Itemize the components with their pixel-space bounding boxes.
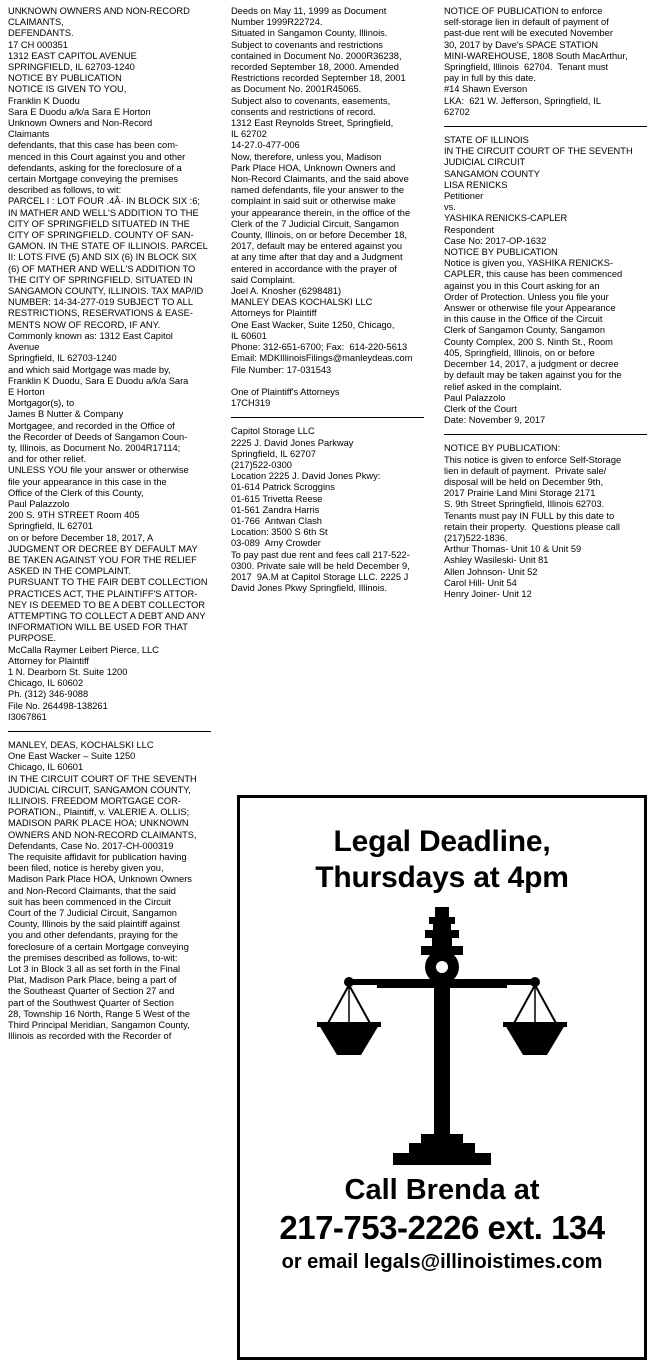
notice-text: STATE OF ILLINOIS IN THE CIRCUIT COURT OF THE SEVENTH JUDICIAL CIRCUIT SANGAMON COUNTY LISA RENICKS Petitioner vs. YASHIKA RENICKS-CAPLER Respondent Case No: 2017-OP-1632 NOTICE BY PUBLICATION Notice is given you, YASHIKA RENICKS- CAPLER, this cause has been commenced against you in this Court asking for an Order of Protection. Unless you file your Answer or otherwise file your Appearance in this cause in the Office of the Circuit Clerk of Sangamon County, Sangamon County Complex, 200 S. Ninth St., Room 405, Springfield, Illinois, on or before December 14, 2017, a judgment or decree by default may be taken against you for the relief asked in the complaint. Paul Palazzolo Clerk of the Court Date: November 9, 2017 — [443, 135, 633, 426]
column-2-content — [231, 6, 424, 594]
ad-phone-number: 217-753-2226 ext. 134 — [279, 1209, 605, 1246]
ad-call-label: Call Brenda at — [344, 1174, 540, 1206]
legal-deadline-advertisement — [237, 795, 647, 1360]
notice-text: Capitol Storage LLC 2225 J. David Jones Parkway Springfield, IL 62707 (217)522-0300 Location 2225 J. David Jones Pkwy: 01-614 Patrick Scroggins 01-615 Trivetta Reese 01-561 Zandra Harris 01-766 Antwan Clash Location: 3500 S 6th St 03-089 Amy Crowder To pay past due rent and fees call 217-522- 0300. Private sale will be held December 9, 2017 9A.M at Capitol Storage LLC. 2225 J David Jones Pkwy Springfield, Illinois. — [230, 426, 410, 594]
notice-foreclosure-duodu — [8, 6, 211, 723]
ad-email-line: or email legals@illinoistimes.com — [281, 1251, 603, 1273]
section-divider — [231, 417, 424, 418]
ad-headline-line-2: Thursdays at 4pm — [315, 861, 569, 894]
section-divider — [444, 126, 647, 127]
notice-manley-deas-ollis — [8, 740, 211, 1042]
column-3-content — [444, 6, 647, 600]
notice-text: Deeds on May 11, 1999 as Document Number 1999R22724. Situated in Sangamon County, Illinois. Subject to covenants and restrictions contained in Document No. 2000R36238, recorded September 18, 2000. Amended Restrictions recorded September 18, 2001 as Document No. 2001R45065. Subject also to covenants, easements, consents and restrictions of record. 1312 East Reynolds Street, Springfield, IL 62702 14-27.0-477-006 Now, therefore, unless you, Madison Park Place HOA, Unknown Owners and Non-Record Claimants, and the said above named defendants, file your answer to the complaint in said suit or otherwise make your appearance therein, in the office of the Clerk of the 7 Judicial Circuit, Sangamon County, Illinois, on or before December 18, 2017, default may be entered against you at any time after that day and a Judgment entered in accordance with the prayer of said Complaint. Joel A. Knosher (6298481) MANLEY DEAS KOCHALSKI LLC Attorneys for Plaintiff One East Wacker, Suite 1250, Chicago, IL 60601 Phone: 312-651-6700; Fax: 614-220-5613 Email: MDKIllinoisFilings@manleydeas.com File Number: 17-031543 One of Plaintiff's Attorneys 17CH319 — [230, 6, 413, 409]
column-1-content — [8, 6, 211, 1042]
notice-order-of-protection — [444, 135, 647, 426]
notice-text: NOTICE OF PUBLICATION to enforce self-storage lien in default of payment of past-due rent will be executed November 30, 2017 by Dave's SPACE STATION MINI-WAREHOUSE, 1808 South MacArthur, Springfield, Illinois 62704. Tenant must pay in full by this date. #14 Shawn Everson LKA: 621 W. Jefferson, Springfield, IL 62702 — [443, 6, 628, 117]
ad-headline-line-1: Legal Deadline, — [333, 825, 551, 858]
section-divider — [444, 434, 647, 435]
section-divider — [8, 731, 211, 732]
column-1 — [8, 6, 221, 1361]
notice-text: UNKNOWN OWNERS AND NON-RECORD CLAIMANTS, DEFENDANTS. 17 CH 000351 1312 EAST CAPITOL AVENUE SPRINGFIELD, IL 62703-1240 NOTICE BY PUBLICATION NOTICE IS GIVEN TO YOU, Franklin K Duodu Sara E Duodu a/k/a Sara E Horton Unknown Owners and Non-Record Claimants defendants, that this case has been com- menced in this Court against you and other defendants, asking for the foreclosure of a certain Mortgage conveying the premises described as follows, to wit: PARCEL I : LOT FOUR .4Â· IN BLOCK SIX :6; IN MATHER AND WELL'S ADDITION TO THE CITY OF SPRINGFIELD SITUATED IN THE CITY OF SPRINGFIELD. COUNTY OF SAN- GAMON. IN THE STATE OF ILLINOIS. PARCEL II: LOTS FIVE (5) AND SIX (6) IN BLOCK SIX (6) OF MATHER AND WELL'S ADDITION TO THE CITY OF SPRINGFIELD. SITUATED IN SANGAMON COUNTY, ILLINOIS. TAX MAP/ID NUMBER: 14-34-277-019 SUBJECT TO ALL RESTRICTIONS, RESERVATIONS & EASE- MENTS NOW OF RECORD, IF ANY. Commonly known as: 1312 East Capitol Avenue Springfield, IL 62703-1240 and which said Mortgage was made by, Franklin K Duodu, Sara E Duodu a/k/a Sara E Horton Mortgagor(s), to James B Nutter & Company Mortgagee, and recorded in the Office of the Recorder of Deeds of Sangamon Coun- ty, Illinois, as Document No. 2004R17114; and for other relief. UNLESS YOU file your answer or otherwise file your appearance in this case in the Office of the Clerk of this County, Paul Palazzolo 200 S. 9TH STREET Room 405 Springfield, IL 62701 on or before December 18, 2017, A JUDGMENT OR DECREE BY DEFAULT MAY BE TAKEN AGAINST YOU FOR THE RELIEF ASKED IN THE COMPLAINT. PURSUANT TO THE FAIR DEBT COLLECTION PRACTICES ACT, THE PLAINTIFF'S ATTOR- NEY IS DEEMED TO BE A DEBT COLLECTOR ATTEMPTING TO COLLECT A DEBT AND ANY INFORMATION WILL BE USED FOR THAT PURPOSE. McCalla Raymer Leibert Pierce, LLC Attorney for Plaintiff 1 N. Dearborn St. Suite 1200 Chicago, IL 60602 Ph. (312) 346-9088 File No. 264498-138261 I3067861 — [8, 6, 208, 722]
notice-text: MANLEY, DEAS, KOCHALSKI LLC One East Wacker – Suite 1250 Chicago, IL 60601 IN THE CIRCUIT COURT OF THE SEVENTH JUDICIAL CIRCUIT, SANGAMON COUNTY, ILLINOIS. FREEDOM MORTGAGE COR- PORATION., Plaintiff, v. VALERIE A. OLLIS; MADISON PARK PLACE HOA; UNKNOWN OWNERS AND NON-RECORD CLAIMANTS, Defendants, Case No. 2017-CH-000319 The requisite affidavit for publication having been filed, notice is hereby given you, Madison Park Place HOA, Unknown Owners and Non-Record Claimants, that the said suit has been commenced in the Circuit Court of the 7 Judicial Circuit, Sangamon County, Illinois by the said plaintiff against you and other defendants, praying for the foreclosure of a certain Mortgage conveying the premises described as follows, to-wit: Lot 3 in Block 3 all as set forth in the Final Plat, Madison Park Place, being a part of the Southeast Quarter of Section 27 and part of the Southwest Quarter of Section 28, Township 16 North, Range 5 West of the Third Principal Meridian, Sangamon County, Illinois as recorded with the Recorder of — [8, 740, 197, 1042]
notice-manley-deas-continued — [231, 6, 424, 409]
notice-capitol-storage — [231, 426, 424, 594]
notice-prairie-land-storage — [444, 443, 647, 600]
scales-of-justice-icon — [240, 902, 644, 1172]
notice-text: NOTICE BY PUBLICATION: This notice is given to enforce Self-Storage lien in default of payment. Private sale/ disposal will be held on December 9th, 2017 Prairie Land Mini Storage 2171 S. 9th Street Springfield, Illinois 62703. Tenants must pay IN FULL by this date to retain their property. Questions please call (217)522-1836. Arthur Thomas- Unit 10 & Unit 59 Ashley Wasileski- Unit 81 Allen Johnson- Unit 52 Carol Hill- Unit 54 Henry Joiner- Unit 12 — [443, 443, 622, 599]
notice-space-station-lien — [444, 6, 647, 118]
